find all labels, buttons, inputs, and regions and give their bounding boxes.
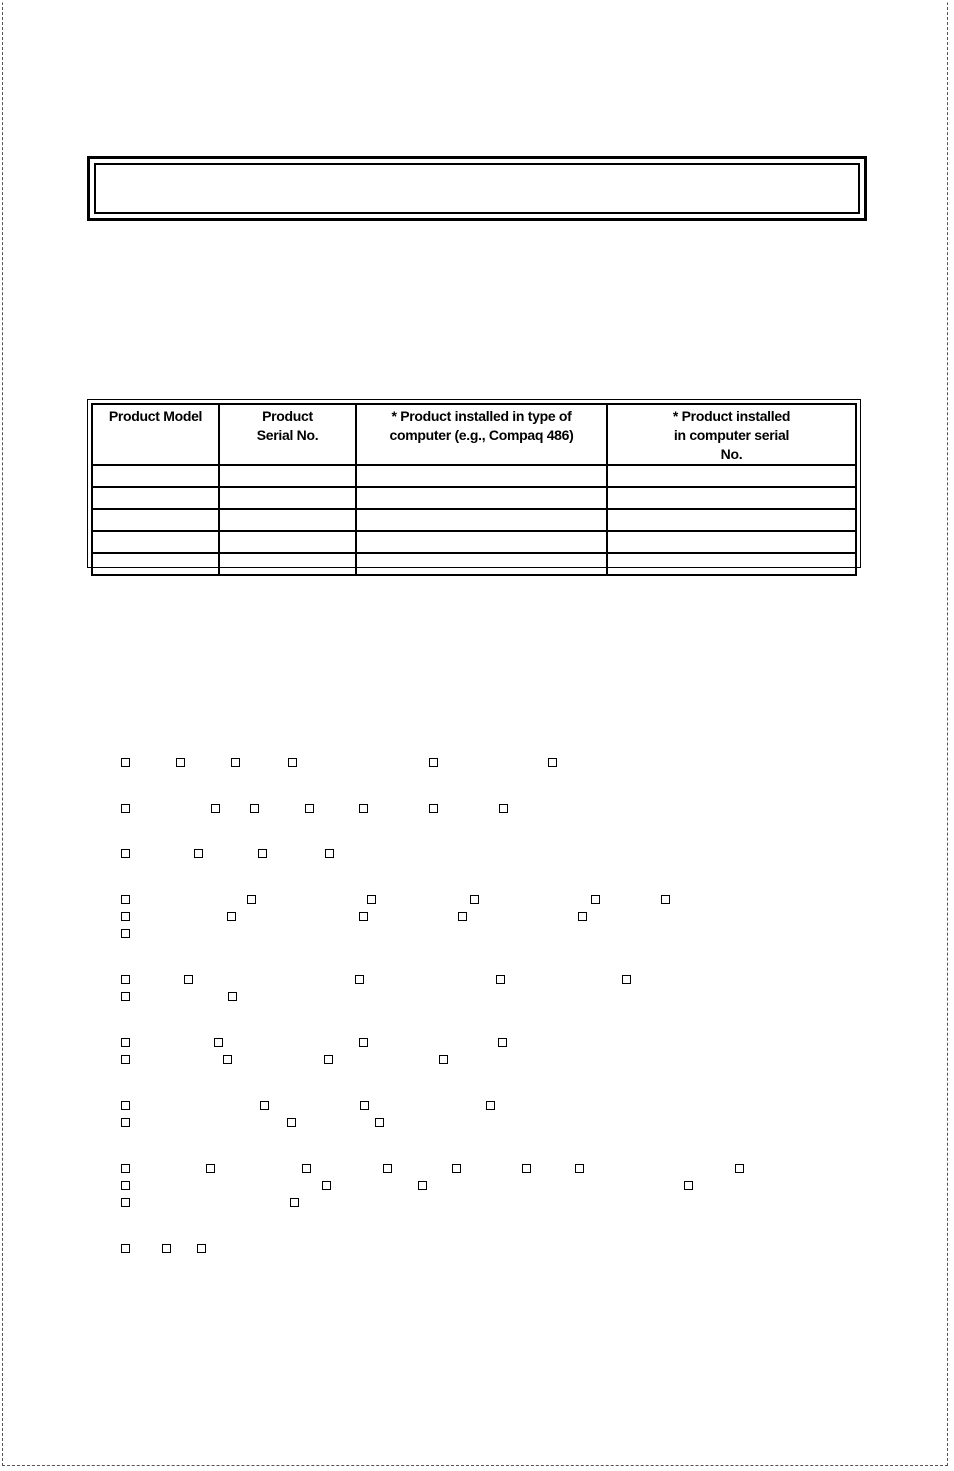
table-cell[interactable] [356, 553, 607, 575]
table-cell[interactable] [219, 553, 356, 575]
checkbox[interactable] [121, 975, 130, 984]
checkbox[interactable] [121, 1244, 130, 1253]
checkbox[interactable] [121, 1198, 130, 1207]
table-cell[interactable] [607, 509, 856, 531]
table-row [92, 487, 856, 509]
checkbox[interactable] [496, 975, 505, 984]
table-cell[interactable] [219, 487, 356, 509]
registration-table [91, 403, 857, 576]
checkbox[interactable] [121, 1118, 130, 1127]
checkbox[interactable] [121, 1038, 130, 1047]
table-cell[interactable] [92, 531, 219, 553]
checkbox[interactable] [121, 804, 130, 813]
checkbox[interactable] [622, 975, 631, 984]
checkbox[interactable] [578, 912, 587, 921]
checkbox[interactable] [684, 1181, 693, 1190]
checkbox[interactable] [121, 1181, 130, 1190]
checkbox[interactable] [418, 1181, 427, 1190]
table-cell[interactable] [607, 465, 856, 487]
table-row [92, 509, 856, 531]
checkbox[interactable] [499, 804, 508, 813]
checkbox[interactable] [211, 804, 220, 813]
checkbox[interactable] [486, 1101, 495, 1110]
checkbox[interactable] [121, 1164, 130, 1173]
table-row [92, 465, 856, 487]
registration-table-frame [87, 399, 861, 568]
checkbox[interactable] [214, 1038, 223, 1047]
checkbox[interactable] [575, 1164, 584, 1173]
checkbox[interactable] [197, 1244, 206, 1253]
table-cell[interactable] [356, 465, 607, 487]
checkbox[interactable] [322, 1181, 331, 1190]
checkbox[interactable] [359, 804, 368, 813]
checkbox[interactable] [121, 849, 130, 858]
checkbox[interactable] [429, 758, 438, 767]
checkbox[interactable] [223, 1055, 232, 1064]
checkbox[interactable] [194, 849, 203, 858]
header-product-serial: Product Serial No. [219, 404, 356, 465]
checkbox[interactable] [247, 895, 256, 904]
header-computer-type: * Product installed in type of computer (e.g., Compaq 486) [356, 404, 607, 465]
checkbox[interactable] [375, 1118, 384, 1127]
table-cell[interactable] [92, 553, 219, 575]
checkbox[interactable] [121, 1101, 130, 1110]
table-header-row [92, 404, 856, 465]
checkbox[interactable] [121, 758, 130, 767]
checkbox[interactable] [121, 992, 130, 1001]
checkbox[interactable] [290, 1198, 299, 1207]
header-product-model: Product Model [92, 404, 219, 465]
checkbox[interactable] [470, 895, 479, 904]
page-border [2, 2, 948, 1466]
checkbox[interactable] [228, 992, 237, 1001]
table-cell[interactable] [92, 465, 219, 487]
checkbox[interactable] [287, 1118, 296, 1127]
checkbox[interactable] [258, 849, 267, 858]
title-box-text [94, 163, 860, 214]
table-cell[interactable] [92, 487, 219, 509]
table-cell[interactable] [356, 531, 607, 553]
checkbox[interactable] [184, 975, 193, 984]
checkbox[interactable] [121, 929, 130, 938]
table-row [92, 553, 856, 575]
table-cell[interactable] [219, 465, 356, 487]
title-box [87, 156, 867, 221]
checkbox[interactable] [206, 1164, 215, 1173]
checkbox[interactable] [227, 912, 236, 921]
checkbox[interactable] [429, 804, 438, 813]
header-computer-serial: * Product installed in computer serial No. [607, 404, 856, 465]
table-cell[interactable] [607, 553, 856, 575]
checkbox[interactable] [305, 804, 314, 813]
checkbox[interactable] [325, 849, 334, 858]
checkbox[interactable] [231, 758, 240, 767]
checkbox[interactable] [121, 912, 130, 921]
checkbox[interactable] [176, 758, 185, 767]
checkbox[interactable] [355, 975, 364, 984]
checkbox[interactable] [360, 1101, 369, 1110]
checkbox[interactable] [735, 1164, 744, 1173]
table-row [92, 531, 856, 553]
checkbox[interactable] [359, 912, 368, 921]
checkbox[interactable] [162, 1244, 171, 1253]
checkbox[interactable] [661, 895, 670, 904]
checkbox[interactable] [591, 895, 600, 904]
checkbox[interactable] [383, 1164, 392, 1173]
table-cell[interactable] [356, 509, 607, 531]
checkbox[interactable] [367, 895, 376, 904]
checkbox[interactable] [302, 1164, 311, 1173]
table-cell[interactable] [607, 487, 856, 509]
checkbox[interactable] [121, 1055, 130, 1064]
checkbox[interactable] [458, 912, 467, 921]
checkbox[interactable] [439, 1055, 448, 1064]
table-cell[interactable] [92, 509, 219, 531]
checkbox[interactable] [288, 758, 297, 767]
table-cell[interactable] [219, 509, 356, 531]
checkbox[interactable] [324, 1055, 333, 1064]
table-cell[interactable] [607, 531, 856, 553]
checkbox[interactable] [250, 804, 259, 813]
checkbox[interactable] [548, 758, 557, 767]
checkbox[interactable] [121, 895, 130, 904]
checkbox[interactable] [452, 1164, 461, 1173]
checkbox[interactable] [260, 1101, 269, 1110]
checkbox[interactable] [359, 1038, 368, 1047]
table-cell[interactable] [219, 531, 356, 553]
checkbox[interactable] [498, 1038, 507, 1047]
table-cell[interactable] [356, 487, 607, 509]
checkbox[interactable] [522, 1164, 531, 1173]
